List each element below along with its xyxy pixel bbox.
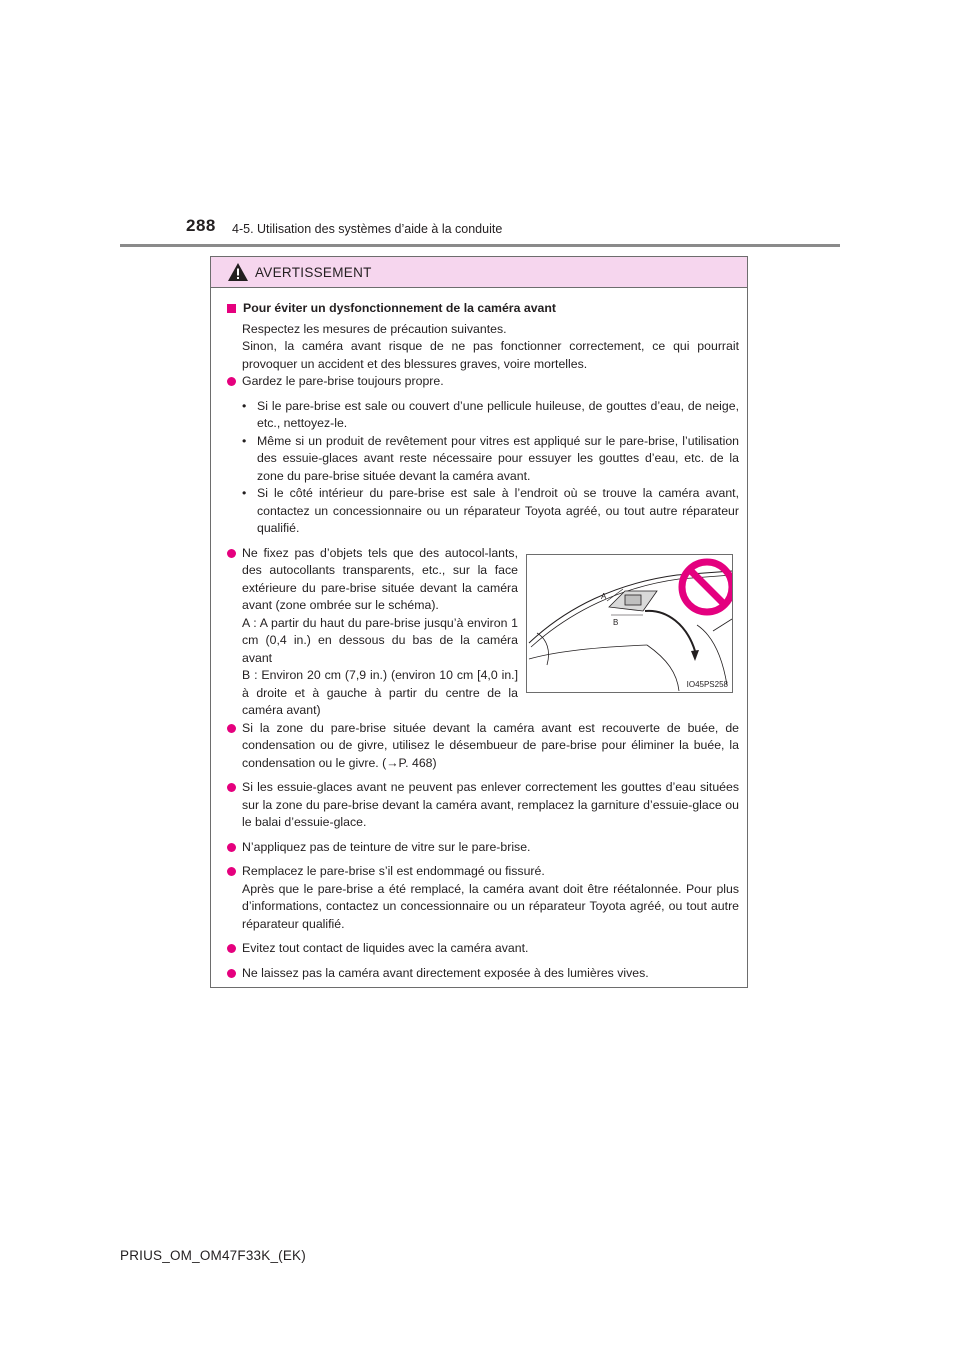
bullet-dot-icon — [227, 867, 236, 876]
sub-item-text: Si le côté intérieur du pare-brise est sale à l’endroit où se trouve la caméra avant, contactez un concessionnaire ou un réparateur Toyota agréé, ou tout autre réparateur qualifié. — [257, 486, 739, 535]
bullet-dot-icon — [227, 843, 236, 852]
bullet-text: N’appliquez pas de teinture de vitre sur le pare-brise. — [242, 839, 531, 854]
bullet-clean-windshield — [227, 373, 739, 391]
footer-doc-code: PRIUS_OM_OM47F33K_(EK) — [120, 1248, 306, 1263]
figure-label-a: A — [601, 592, 607, 601]
figure-label-b: B — [613, 618, 619, 627]
header-rule — [120, 244, 840, 247]
sub-item: • Même si un produit de revêtement pour vitres est appliqué sur le pare-brise, l’utilisation des essuie-glaces avant reste nécessaire pour essuyer les gouttes d’eau, etc. de la zone du pare-brise située devant la caméra avant. — [227, 433, 739, 486]
bullet-dot-icon — [227, 377, 236, 386]
warning-heading — [227, 300, 739, 318]
page-number: 288 — [186, 216, 216, 235]
warning-title: AVERTISSEMENT — [255, 264, 372, 280]
bullet-dot-icon — [227, 724, 236, 733]
bullet-replace — [227, 863, 739, 933]
bullet-text: Evitez tout contact de liquides avec la caméra avant. — [242, 941, 529, 955]
sub-item: • Si le côté intérieur du pare-brise est sale à l’endroit où se trouve la caméra avant, contactez un concessionnaire ou un réparateur Toyota agréé, ou tout autre réparateur qualifié. — [227, 485, 739, 538]
figure-code: IO45PS258 — [686, 680, 728, 689]
note-b: B : Environ 20 cm (7,9 in.) (environ 10 cm [4,0 in.] à droite et à gauche à partir du centre de la caméra avant) — [242, 668, 518, 717]
bullet-text: Si la zone du pare-brise située devant la caméra avant est recouverte de buée, de condensation ou de givre, utilisez le désembueur de pare-brise pour éliminer la buée, la condensation ou le givre. (→P. 468) — [242, 720, 739, 770]
bullet-text: Ne fixez pas d’objets tels que des autocol-lants, des autocollants transparents, etc., sur la face extérieure du pare-brise située devant la caméra avant (zone ombrée sur le schéma). — [242, 545, 518, 612]
sub-item-text: Même si un produit de revêtement pour vitres est appliqué sur le pare-brise, l’utilisation des essuie-glaces avant reste nécessaire pour essuyer les gouttes d’eau, etc. de la zone du pare-brise située devant la caméra avant. — [257, 433, 739, 483]
bullet-tint — [227, 839, 739, 857]
windshield-illustration — [527, 555, 732, 692]
bullet-text: Gardez le pare-brise toujours propre. — [242, 374, 444, 388]
square-bullet-icon — [227, 304, 236, 313]
bullet-light — [227, 965, 739, 983]
windshield-figure — [526, 554, 733, 693]
section-title: 4-5. Utilisation des systèmes d’aide à la conduite — [232, 222, 503, 236]
prohibition-icon — [682, 562, 732, 612]
bullet-text: Ne laissez pas la caméra avant directement exposée à des lumières vives. — [242, 965, 649, 980]
bullet-text: Remplacez le pare-brise s’il est endommagé ou fissuré. — [242, 864, 545, 878]
warning-heading-text: Pour éviter un dysfonctionnement de la caméra avant — [243, 301, 556, 315]
bullet-text: Si les essuie-glaces avant ne peuvent pas enlever correctement les gouttes d’eau situées sur la zone du pare-brise devant la caméra avant, remplacez la garniture d’essuie-glace ou le balai d’essuie-glace. — [242, 780, 739, 829]
warning-box — [210, 256, 748, 988]
bullet-dot-icon — [227, 944, 236, 953]
bullet-text: Après que le pare-brise a été remplacé, la caméra avant doit être réétalonnée. Pour plus d’informations, contactez un concessionnaire ou un réparateur Toyota agréé, ou tout autre réparateur qualifié. — [242, 881, 739, 931]
warning-triangle-icon — [227, 262, 249, 282]
bullet-dot-icon — [227, 549, 236, 558]
sub-item-text: Si le pare-brise est sale ou couvert d’une pellicule huileuse, de gouttes d’eau, de neige, etc., nettoyez-le. — [257, 398, 739, 430]
sub-item: • Si le pare-brise est sale ou couvert d’une pellicule huileuse, de gouttes d’eau, de neige, etc., nettoyez-le. — [227, 398, 739, 433]
bullet-fog — [227, 720, 739, 773]
note-a: A : A partir du haut du pare-brise jusqu’à environ 1 cm (0,4 in.) en dessous du bas de la caméra avant — [242, 615, 518, 665]
intro-line2: Sinon, la caméra avant risque de ne pas fonctionner correctement, ce qui pourrait provoquer un accident et des blessures graves, voire mortelles. — [242, 339, 739, 371]
bullet-liquids — [227, 940, 739, 958]
bullet-dot-icon — [227, 969, 236, 978]
bullet-wipers — [227, 779, 739, 832]
intro-line1: Respectez les mesures de précaution suivantes. — [242, 321, 507, 336]
bullet-dot-icon — [227, 783, 236, 792]
warning-header — [211, 257, 747, 288]
